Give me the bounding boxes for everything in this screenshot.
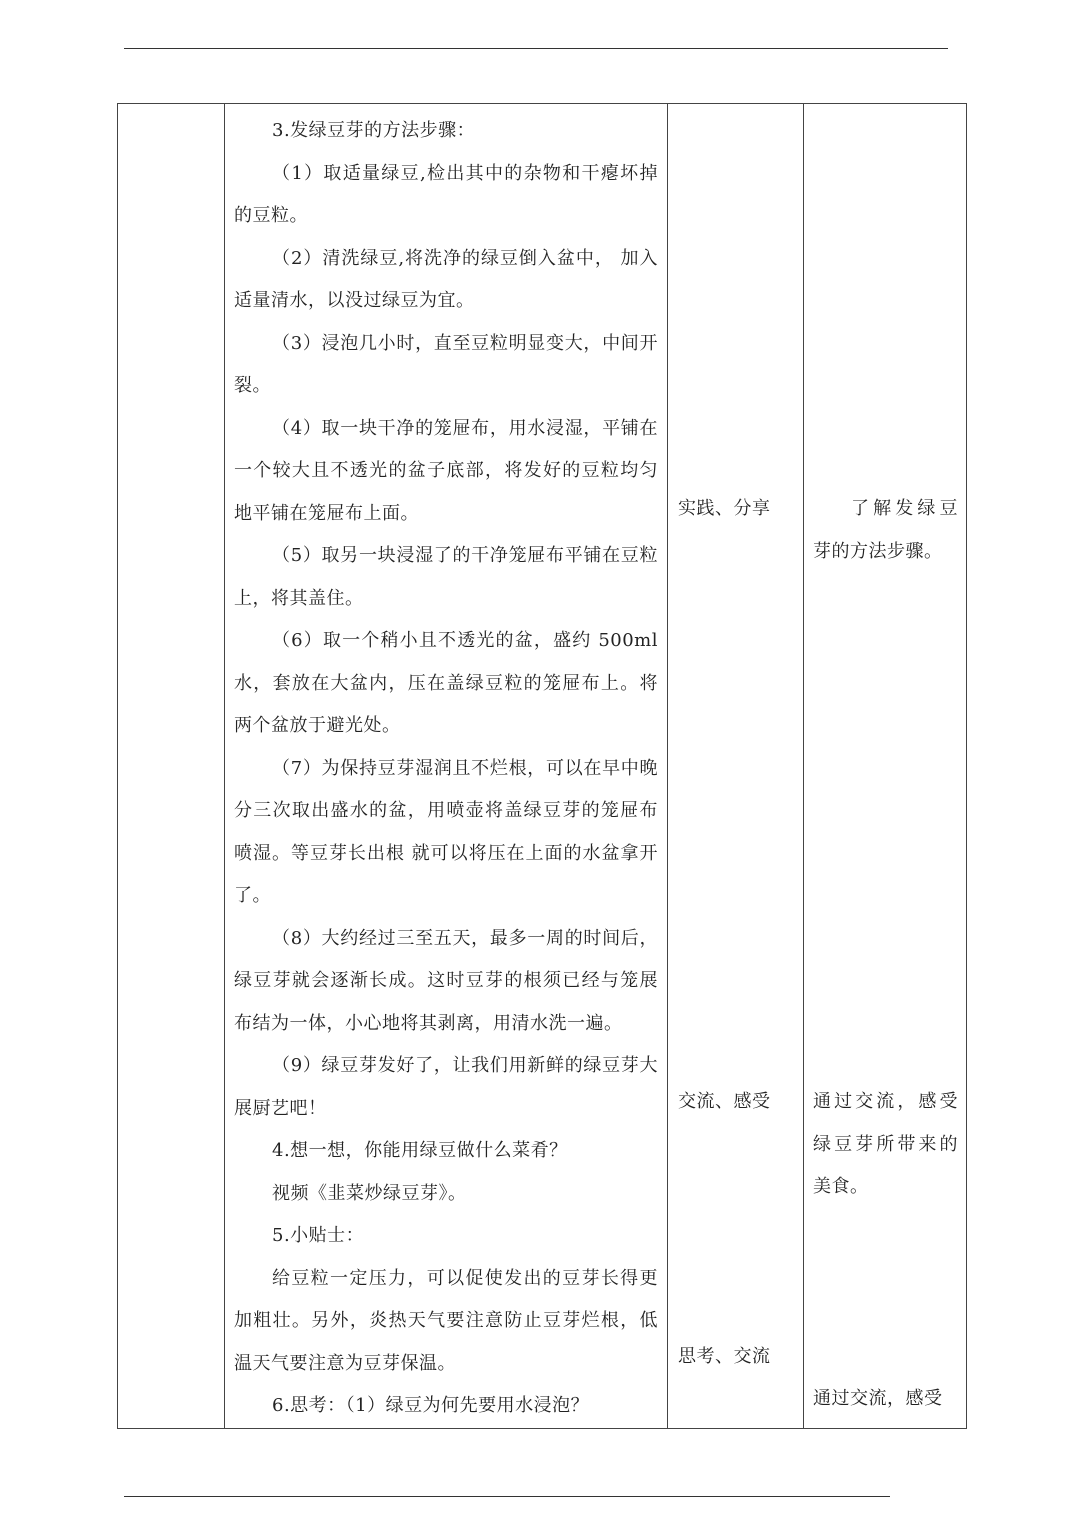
- intent-cell: [804, 104, 967, 1429]
- intent-2: 通过交流，感受绿豆芽所带来的美食。: [813, 1091, 958, 1197]
- video-note: 视频《韭菜炒绿豆芽》。: [272, 1182, 467, 1204]
- step-paragraph-3: （3）浸泡几小时，直至豆粒明显变大，中间开裂。: [234, 332, 658, 396]
- question-6: 6.思考：（1）绿豆为何先要用水浸泡？: [272, 1395, 590, 1416]
- step-paragraph-4: （4）取一块干净的笼屉布，用水浸湿，平铺在一个较大且不透光的盆子底部，将发好的豆粒均匀地平铺在笼屉布上面。: [234, 417, 658, 524]
- content-cell: [225, 104, 668, 1429]
- activity-2: 交流、感受: [678, 1091, 771, 1112]
- stage-cell: [118, 104, 225, 1429]
- activity-1: 实践、分享: [678, 498, 771, 519]
- activity-cell: [668, 104, 804, 1429]
- steps-title: 3.发绿豆芽的方法步骤：: [272, 120, 476, 141]
- step-paragraph-2: （2）清洗绿豆,将洗净的绿豆倒入盆中， 加入适量清水，以没过绿豆为宜。: [234, 247, 658, 311]
- tips-title: 5.小贴士：: [272, 1225, 365, 1246]
- step-paragraph-6: （6）取一个稍小且不透光的盆，盛约 500ml 水，套放在大盆内，压在盖绿豆粒的笼屉布上。将两个盆放于避光处。: [234, 630, 658, 736]
- step-paragraph-9: （9）绿豆芽发好了，让我们用新鲜的绿豆芽大展厨艺吧！: [234, 1055, 658, 1119]
- footer-rule: [124, 1496, 890, 1497]
- tips-text: 给豆粒一定压力，可以促使发出的豆芽长得更加粗壮。另外，炎热天气要注意防止豆芽烂根，低温天气要注意为豆芽保温。: [234, 1267, 658, 1374]
- step-paragraph-1: （1）取适量绿豆,检出其中的杂物和干瘪坏掉的豆粒。: [234, 162, 658, 226]
- lesson-table: [117, 103, 967, 1429]
- step-paragraph-8: （8）大约经过三至五天，最多一周的时间后，绿豆芽就会逐渐长成。这时豆芽的根须已经与笼展布结为一体，小心地将其剥离，用清水洗一遍。: [234, 927, 658, 1034]
- intent-3: 通过交流，感受: [813, 1388, 943, 1409]
- intent-1: 了解发绿豆芽的方法步骤。: [813, 498, 958, 562]
- step-paragraph-5: （5）取另一块浸湿了的干净笼屉布平铺在豆粒上，将其盖住。: [234, 545, 658, 609]
- header-rule: [124, 48, 948, 49]
- step-paragraph-7: （7）为保持豆芽湿润且不烂根，可以在早中晚分三次取出盛水的盆，用喷壶将盖绿豆芽的笼屉布喷湿。等豆芽长出根 就可以将压在上面的水盆拿开了。: [234, 757, 658, 906]
- activity-3: 思考、交流: [678, 1346, 771, 1367]
- question-4: 4.想一想，你能用绿豆做什么菜肴？: [272, 1140, 568, 1161]
